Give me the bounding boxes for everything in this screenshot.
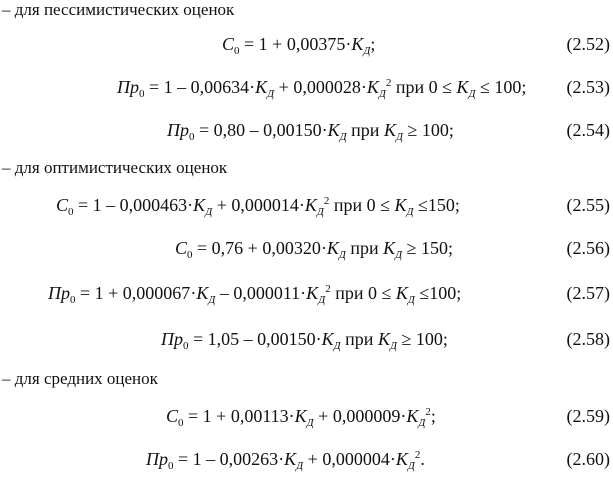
equation-2-55: $C_0 = 1 - 0,000463\cdot K_Д + 0,000014\cdot K_Д^2$ при $0 \le K_Д \le 150$; [56,195,460,218]
heading-average: – для средних оценок [2,369,158,388]
equation-number-2-60: (2.60) [566,449,610,469]
equation-number-2-54: (2.54) [566,120,610,140]
equation-2-52: $C_0 = 1 + 0,00375\cdot K_Д$; [222,34,376,57]
equation-number-2-56: (2.56) [566,238,610,258]
equation-2-57: $Пр_0 = 1 + 0,000067\cdot K_Д - 0,000011\cdot K_Д^2$ при $0 \le K_Д \le 100$; [48,283,462,306]
heading-optimistic: – для оптимистических оценок [2,158,228,177]
equation-number-2-59: (2.59) [566,406,610,426]
equation-number-2-57: (2.57) [566,283,610,303]
heading-pessimistic: – для пессимистических оценок [2,0,235,19]
equation-2-59: $C_0 = 1 + 0,00113\cdot K_Д + 0,000009\cdot K_Д^2$; [166,406,436,429]
equation-number-2-52: (2.52) [566,34,610,54]
equation-number-2-55: (2.55) [566,195,610,215]
equation-number-2-53: (2.53) [566,77,610,97]
equation-number-2-58: (2.58) [566,329,610,349]
equation-2-53: $Пр_0 = 1 - 0,00634\cdot K_Д + 0,000028\cdot K_Д^2$ при $0 \le K_Д \le 100$; [117,77,527,100]
equation-2-60: $Пр_0 = 1 - 0,00263\cdot K_Д + 0,000004\cdot K_Д^2$. [146,449,425,472]
equation-2-58: $Пр_0 = 1,05 - 0,00150\cdot K_Д$ при $K_Д \ge 100$; [161,329,448,352]
equation-2-54: $Пр_0 = 0,80 - 0,00150\cdot K_Д$ при $K_Д \ge 100$; [167,120,454,143]
equation-2-56: $C_0 = 0,76 + 0,00320\cdot K_Д$ при $K_Д \ge 150$; [175,238,454,261]
